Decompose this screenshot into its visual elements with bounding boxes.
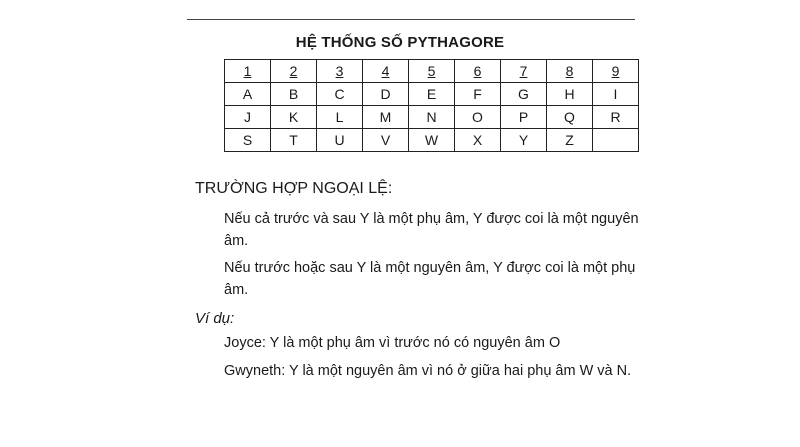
- table-cell: X: [455, 129, 501, 152]
- table-cell: N: [409, 106, 455, 129]
- example-label: Ví dụ:: [195, 310, 235, 327]
- exception-paragraph-1: Nếu cả trước và sau Y là một phụ âm, Y được coi là một nguyên âm.: [224, 211, 639, 249]
- header-cell: 1: [225, 60, 271, 83]
- header-cell: 2: [271, 60, 317, 83]
- table-cell: J: [225, 106, 271, 129]
- table-cell-empty: [593, 129, 639, 152]
- header-cell: 8: [547, 60, 593, 83]
- example-paragraph-2: Gwyneth: Y là một nguyên âm vì nó ở giữa hai phụ âm W và N.: [224, 363, 632, 379]
- table-cell: W: [409, 129, 455, 152]
- table-row: [225, 129, 639, 152]
- table-cell: E: [409, 83, 455, 106]
- header-cell: 6: [455, 60, 501, 83]
- table-cell: K: [271, 106, 317, 129]
- table-row: [225, 83, 639, 106]
- table-cell: Y: [501, 129, 547, 152]
- table-cell: B: [271, 83, 317, 106]
- header-cell: 7: [501, 60, 547, 83]
- header-cell: 3: [317, 60, 363, 83]
- table-header-row: [225, 60, 639, 83]
- table-cell: V: [363, 129, 409, 152]
- table-cell: O: [455, 106, 501, 129]
- header-cell: 5: [409, 60, 455, 83]
- table-cell: G: [501, 83, 547, 106]
- table-cell: Z: [547, 129, 593, 152]
- top-divider: [187, 19, 635, 20]
- table-cell: L: [317, 106, 363, 129]
- table-cell: I: [593, 83, 639, 106]
- table-cell: U: [317, 129, 363, 152]
- table-cell: H: [547, 83, 593, 106]
- table-cell: Q: [547, 106, 593, 129]
- page-title: HỆ THỐNG SỐ PYTHAGORE: [295, 34, 505, 51]
- exception-paragraph-2: Nếu trước hoặc sau Y là một nguyên âm, Y được coi là một phụ âm.: [224, 260, 636, 298]
- table-cell: A: [225, 83, 271, 106]
- table-cell: C: [317, 83, 363, 106]
- table-cell: S: [225, 129, 271, 152]
- header-cell: 4: [363, 60, 409, 83]
- table-cell: F: [455, 83, 501, 106]
- table-cell: P: [501, 106, 547, 129]
- exceptions-heading: TRƯỜNG HỢP NGOẠI LỆ:: [195, 180, 393, 197]
- table-cell: M: [363, 106, 409, 129]
- pythagore-table: [224, 59, 639, 152]
- table-cell: T: [271, 129, 317, 152]
- example-paragraph-1: Joyce: Y là một phụ âm vì trước nó có nguyên âm O: [224, 335, 561, 351]
- table-cell: D: [363, 83, 409, 106]
- table-row: [225, 106, 639, 129]
- table-cell: R: [593, 106, 639, 129]
- header-cell: 9: [593, 60, 639, 83]
